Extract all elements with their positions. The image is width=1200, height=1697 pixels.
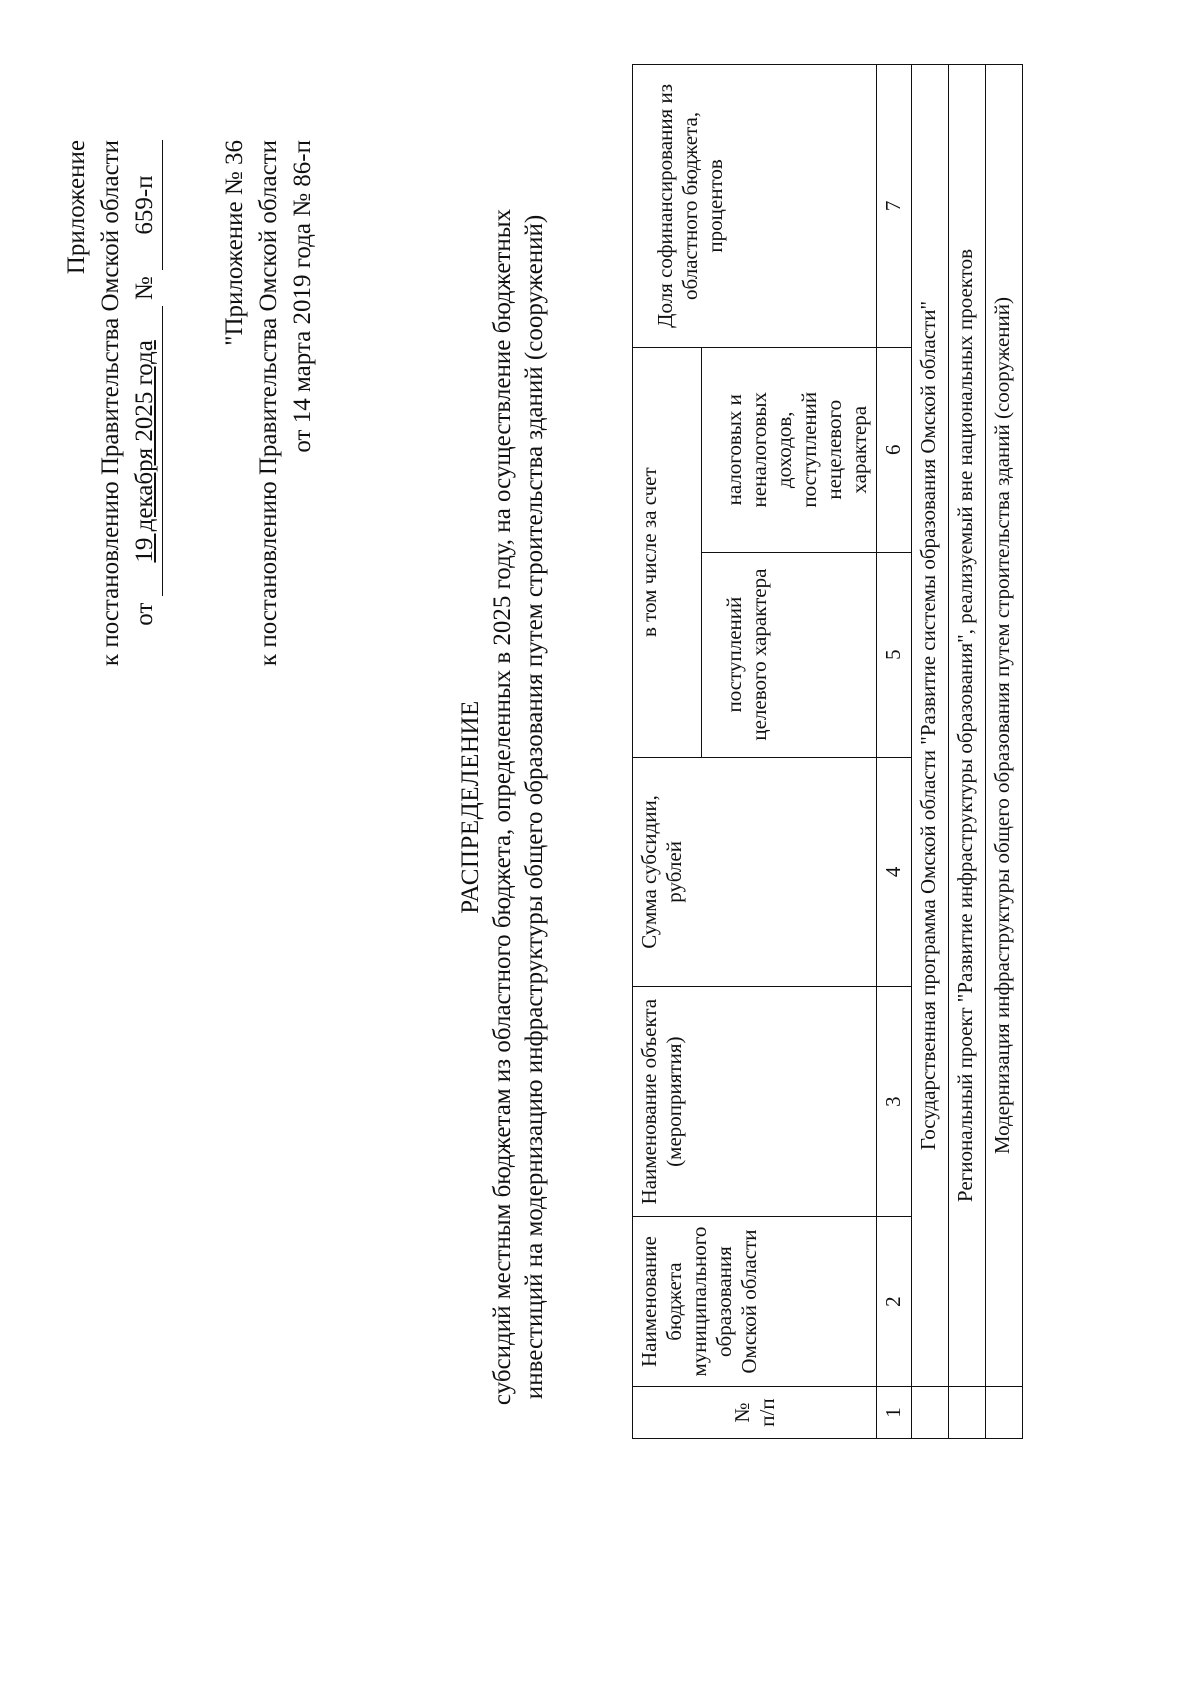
header-col-7: Доля софинансирования из областного бюджета, процентов bbox=[633, 65, 877, 348]
original-appendix-date: от 14 марта 2019 года № 86-п bbox=[289, 140, 316, 453]
appendix-title: Приложение bbox=[63, 140, 90, 275]
header-col-6: налоговых и неналоговых доходов, поступлений нецелевого характера bbox=[702, 347, 877, 552]
section-program: Государственная программа Омской области "Развитие системы образования Омской области" bbox=[912, 65, 949, 1387]
column-number: 5 bbox=[877, 552, 912, 757]
section-project: Региональный проект "Развитие инфраструктуры образования", реализуемый вне национальных проектов bbox=[949, 65, 986, 1387]
original-appendix-title: "Приложение № 36 bbox=[221, 140, 248, 346]
column-numbers-row bbox=[877, 65, 912, 1439]
column-number: 2 bbox=[877, 1217, 912, 1387]
column-number: 7 bbox=[877, 65, 912, 348]
column-number: 6 bbox=[877, 347, 912, 552]
appendix-header bbox=[60, 140, 163, 860]
original-appendix-reference: к постановлению Правительства Омской области bbox=[255, 140, 282, 667]
from-label: от bbox=[131, 602, 158, 626]
date-field bbox=[128, 306, 163, 596]
section-activity: Модернизация инфраструктуры общего образования путем строительства зданий (сооружений) bbox=[986, 65, 1023, 1387]
appendix-reference: к постановлению Правительства Омской области bbox=[97, 140, 124, 667]
table-row bbox=[986, 65, 1023, 1439]
table-header-row bbox=[633, 65, 702, 1439]
date-value: 19 декабря 2025 года bbox=[131, 340, 158, 563]
header-col-2: Наименование бюджета муниципального образования Омской области bbox=[633, 1217, 877, 1387]
title-line-2: инвестиций на модернизацию инфраструктуры общего образования путем строительства зданий (сооружений) bbox=[521, 214, 548, 1400]
table-row bbox=[949, 65, 986, 1439]
row-number-cell bbox=[912, 1387, 949, 1439]
title-line-1: субсидий местным бюджетам из областного бюджета, определенных в 2025 году, на осуществление бюджетных bbox=[489, 208, 516, 1406]
header-col-4: Сумма субсидии, рублей bbox=[633, 757, 877, 987]
header-col-3: Наименование объекта (мероприятия) bbox=[633, 987, 877, 1217]
appendix-date-line bbox=[128, 140, 163, 860]
header-col-5: поступлений целевого характера bbox=[702, 552, 877, 757]
header-col-group: в том числе за счет bbox=[633, 347, 702, 757]
header-col-1: № п/п bbox=[633, 1387, 877, 1439]
document-title bbox=[455, 167, 551, 1447]
number-label: № bbox=[131, 276, 158, 301]
distribution-table bbox=[632, 64, 1023, 1439]
title-heading: РАСПРЕДЕЛЕНИЕ bbox=[457, 700, 484, 914]
table-row bbox=[912, 65, 949, 1439]
column-number: 1 bbox=[877, 1387, 912, 1439]
original-appendix-header bbox=[218, 140, 320, 860]
row-number-cell bbox=[986, 1387, 1023, 1439]
column-number: 4 bbox=[877, 757, 912, 987]
row-number-cell bbox=[949, 1387, 986, 1439]
number-field bbox=[128, 140, 163, 270]
column-number: 3 bbox=[877, 987, 912, 1217]
number-value: 659-п bbox=[131, 175, 158, 235]
